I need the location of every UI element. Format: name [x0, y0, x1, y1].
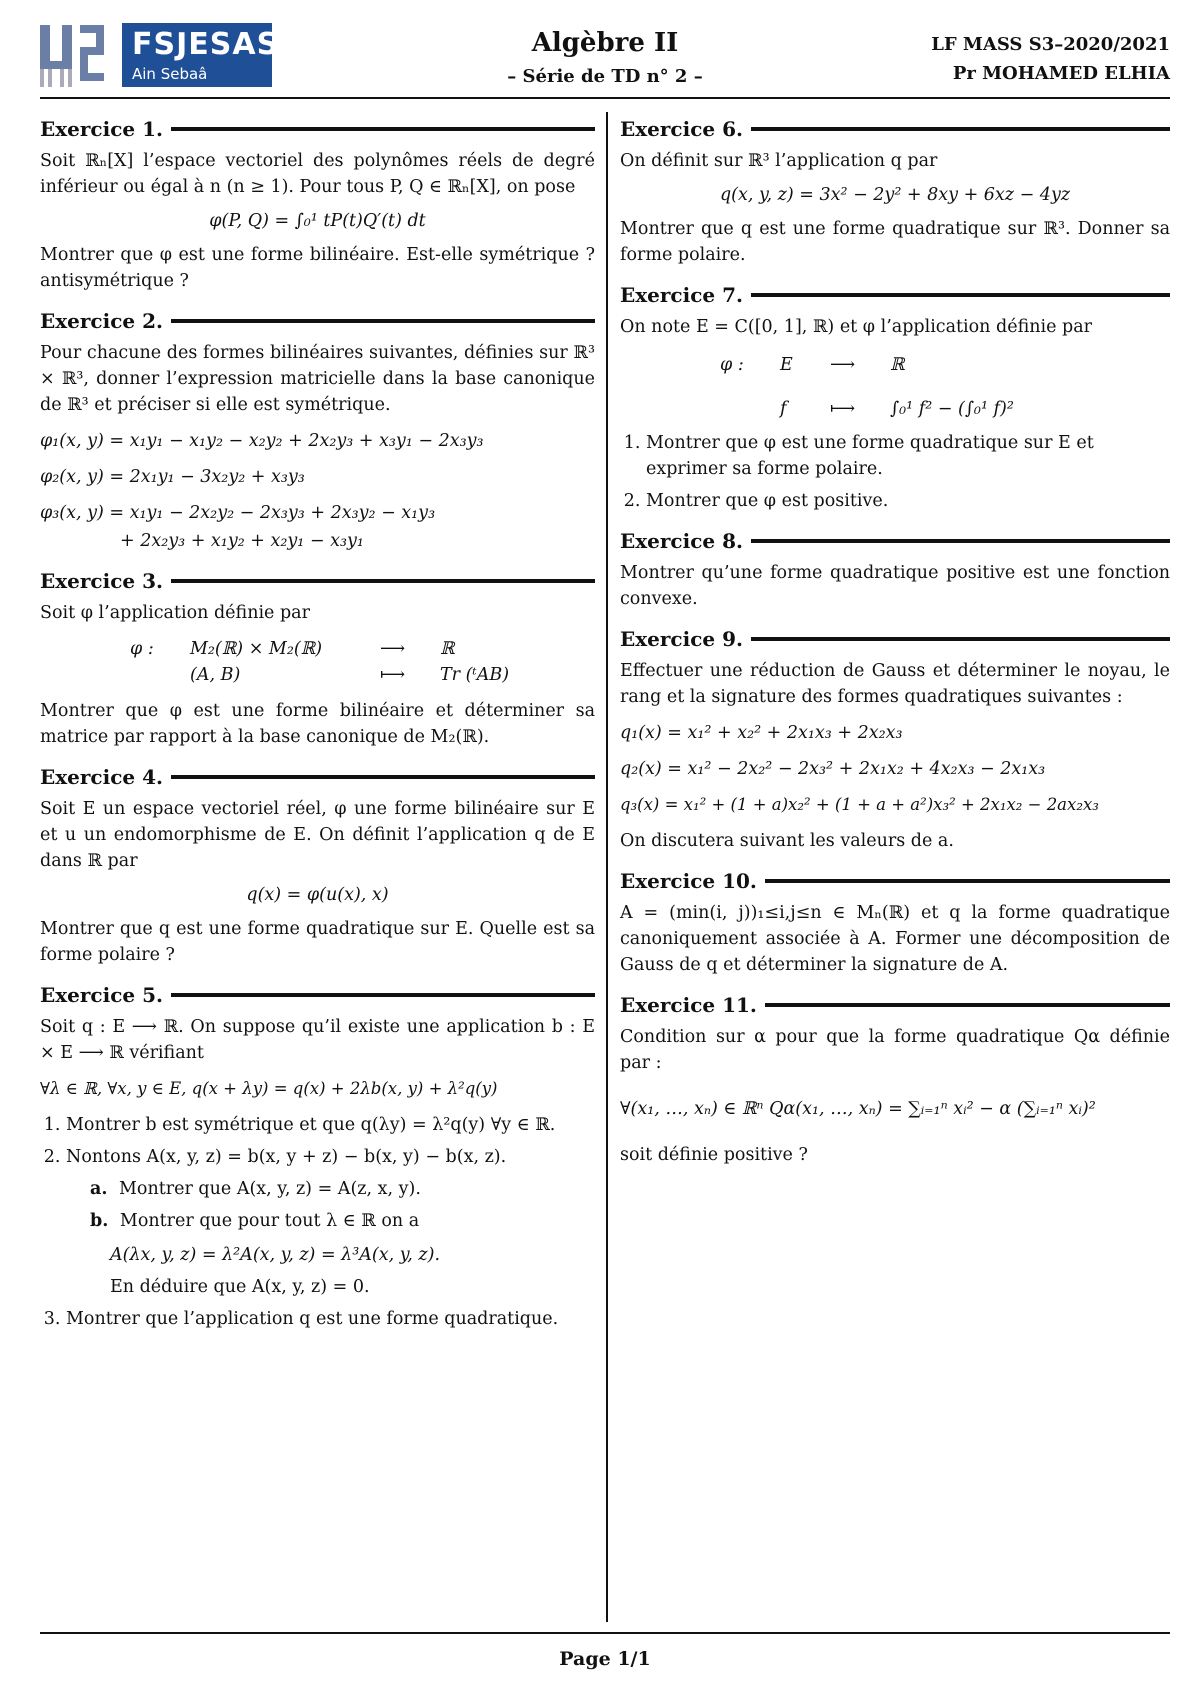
formula: φ₃(x, y) = x₁y₁ − 2x₂y₂ − 2x₃y₃ + 2x₃y₂ − x₁y₃ [40, 503, 436, 523]
mapping-definition [720, 352, 1170, 422]
exercise-text: Soit φ l’application définie par [40, 603, 310, 623]
question-text: Nontons A(x, y, z) = b(x, y + z) − b(x, y) − b(x, z). [66, 1147, 507, 1167]
list-item: 2. Montrer que φ est positive. [646, 488, 1170, 514]
map-codomain: ℝ [890, 355, 905, 375]
heading-rule [751, 127, 1170, 131]
map-to-arrow: ⟼ [380, 665, 406, 685]
formula: ∀λ ∈ ℝ, ∀x, y ∈ E, q(x + λy) = q(x) + 2λb(x, y) + λ²q(y) [40, 1079, 498, 1098]
column-divider [606, 112, 608, 1622]
exercise-4-heading [40, 764, 595, 790]
fsjes-logo [122, 23, 280, 87]
course-info [931, 34, 1170, 92]
exercise-text: Condition sur α pour que la forme quadratique Qα définie par : [620, 1027, 1170, 1073]
exercise-text: A = (min(i, j))₁≤i,j≤n ∈ Mₙ(ℝ) et q la forme quadratique canoniquement associée à A. Former une décomposition de Gauss de q et déterminer la signature de A. [620, 903, 1170, 975]
exercise-title: Exercice 11. [620, 993, 757, 1017]
logo-subtitle: Ain Sebaâ [132, 65, 208, 83]
question-list [620, 430, 1170, 514]
page-number: Page 1/1 [559, 1648, 651, 1670]
exercise-title: Exercice 3. [40, 569, 163, 593]
exercise-title: Exercice 1. [40, 117, 163, 141]
heading-rule [171, 127, 595, 131]
heading-rule [765, 1003, 1170, 1007]
formula: φ₂(x, y) = 2x₁y₁ − 3x₂y₂ + x₃y₃ [40, 467, 305, 487]
header-rule [40, 97, 1170, 99]
mapping-definition [130, 636, 595, 688]
map-name: φ : [130, 639, 154, 659]
item-label: a. [90, 1179, 108, 1199]
map-arrow: ⟶ [830, 355, 856, 375]
formula: q₃(x) = x₁² + (1 + a)x₂² + (1 + a + a²)x₃² + 2x₁x₂ − 2ax₂x₃ [620, 795, 1099, 814]
right-column [620, 116, 1170, 1174]
map-domain: M₂(ℝ) × M₂(ℝ) [190, 639, 323, 659]
heading-rule [171, 993, 595, 997]
logo-title: FSJESAS [132, 27, 280, 62]
item-conclusion: En déduire que A(x, y, z) = 0. [110, 1277, 370, 1297]
exercise-text: Soit ℝₙ[X] l’espace vectoriel des polynômes réels de degré inférieur ou égal à n (n ≥ 1). Pour tous P, Q ∈ ℝₙ[X], on pose [40, 151, 595, 197]
formula: ∀(x₁, …, xₙ) ∈ ℝⁿ Qα(x₁, …, xₙ) = ∑ᵢ₌₁ⁿ xᵢ² − α (∑ᵢ₌₁ⁿ xᵢ)² [620, 1099, 1096, 1119]
formula: φ₁(x, y) = x₁y₁ − x₁y₂ − x₂y₂ + 2x₂y₃ + x₃y₁ − 2x₃y₃ [40, 431, 484, 451]
formula: q(x) = φ(u(x), x) [246, 885, 389, 905]
list-item [90, 1176, 595, 1202]
document-title: Algèbre II [531, 28, 679, 58]
left-column [40, 116, 595, 1338]
exercise-text: Pour chacune des formes bilinéaires suivantes, définies sur ℝ³ × ℝ³, donner l’expression matricielle dans la base canonique de ℝ³ et préciser si elle est symétrique. [40, 343, 595, 415]
map-name: φ : [720, 355, 744, 375]
heading-rule [751, 539, 1170, 543]
exercise-text: On définit sur ℝ³ l’application q par [620, 151, 938, 171]
exercise-text: Effectuer une réduction de Gauss et déterminer le noyau, le rang et la signature des formes quadratiques suivantes : [620, 661, 1170, 707]
formula-continuation: + 2x₂y₃ + x₁y₂ + x₂y₁ − x₃y₁ [120, 531, 364, 551]
exercise-question: soit définie positive ? [620, 1145, 808, 1165]
map-arrow: ⟶ [380, 639, 406, 659]
formula: A(λx, y, z) = λ²A(x, y, z) = λ³A(x, y, z). [110, 1245, 441, 1265]
exercise-8-heading [620, 528, 1170, 554]
map-element: (A, B) [190, 665, 241, 685]
exercise-text: Soit q : E ⟶ ℝ. On suppose qu’il existe une application b : E × E ⟶ ℝ vérifiant [40, 1017, 595, 1063]
exercise-title: Exercice 10. [620, 869, 757, 893]
exercise-10-heading [620, 868, 1170, 894]
formula: φ(P, Q) = ∫₀¹ tP(t)Q′(t) dt [209, 211, 426, 231]
item-text: Montrer que A(x, y, z) = A(z, x, y). [119, 1179, 421, 1199]
exercise-title: Exercice 9. [620, 627, 743, 651]
uh2-logo-icon [40, 21, 110, 89]
exercise-9-heading [620, 626, 1170, 652]
list-item [66, 1144, 595, 1300]
document-subtitle: – Série de TD n° 2 – [507, 66, 703, 87]
formula: q(x, y, z) = 3x² − 2y² + 8xy + 6xz − 4yz [719, 185, 1071, 205]
heading-rule [171, 775, 595, 779]
exercise-title: Exercice 4. [40, 765, 163, 789]
map-to-arrow: ⟼ [830, 399, 856, 419]
heading-rule [751, 293, 1170, 297]
heading-rule [171, 319, 595, 323]
formula: q₂(x) = x₁² − 2x₂² − 2x₃² + 2x₁x₂ + 4x₂x₃ − 2x₁x₃ [620, 759, 1046, 779]
map-domain: E [780, 355, 793, 375]
exercise-title: Exercice 5. [40, 983, 163, 1007]
item-text: Montrer que pour tout λ ∈ ℝ on a [119, 1211, 420, 1231]
exercise-text: On note E = C([0, 1], ℝ) et φ l’application définie par [620, 317, 1093, 337]
exercise-title: Exercice 8. [620, 529, 743, 553]
formula: q₁(x) = x₁² + x₂² + 2x₁x₃ + 2x₂x₃ [620, 723, 903, 743]
exercise-question: Montrer que q est une forme quadratique sur ℝ³. Donner sa forme polaire. [620, 219, 1170, 265]
university-logo [40, 20, 280, 90]
exercise-question: Montrer que q est une forme quadratique sur E. Quelle est sa forme polaire ? [40, 919, 595, 965]
exercise-title: Exercice 7. [620, 283, 743, 307]
professor-name: Pr MOHAMED ELHIA [952, 63, 1170, 84]
exercise-3-heading [40, 568, 595, 594]
exercise-11-heading [620, 992, 1170, 1018]
exercise-5-heading [40, 982, 595, 1008]
map-codomain: ℝ [440, 639, 455, 659]
exercise-2-heading [40, 308, 595, 334]
list-item [90, 1208, 595, 1300]
exercise-text: Soit E un espace vectoriel réel, φ une forme bilinéaire sur E et u un endomorphisme de E. On définit l’application q de E dans ℝ par [40, 799, 595, 871]
exercise-question: Montrer que φ est une forme bilinéaire. Est-elle symétrique ? antisymétrique ? [40, 245, 595, 291]
heading-rule [751, 637, 1170, 641]
exercise-note: On discutera suivant les valeurs de a. [620, 831, 954, 851]
exercise-title: Exercice 2. [40, 309, 163, 333]
list-item: 3. Montrer que l’application q est une forme quadratique. [66, 1306, 595, 1332]
list-item: 1. Montrer que φ est une forme quadratique sur E et exprimer sa forme polaire. [646, 430, 1170, 482]
question-list [40, 1112, 595, 1332]
exercise-question: Montrer que φ est une forme bilinéaire et déterminer sa matrice par rapport à la base canonique de M₂(ℝ). [40, 701, 595, 747]
footer-rule [40, 1632, 1170, 1634]
sub-question-list [66, 1176, 595, 1300]
map-image: ∫₀¹ f² − (∫₀¹ f)² [890, 399, 1014, 419]
heading-rule [765, 879, 1170, 883]
course-label: LF MASS S3–2020/2021 [931, 34, 1170, 55]
map-element: f [780, 399, 787, 419]
exercise-6-heading [620, 116, 1170, 142]
page [40, 20, 1170, 1680]
map-image: Tr (ᵗAB) [440, 665, 510, 685]
exercise-title: Exercice 6. [620, 117, 743, 141]
exercise-text: Montrer qu’une forme quadratique positive est une fonction convexe. [620, 563, 1170, 609]
list-item: 1. Montrer b est symétrique et que q(λy) = λ²q(y) ∀y ∈ ℝ. [66, 1112, 595, 1138]
exercise-7-heading [620, 282, 1170, 308]
document-title-block [440, 28, 770, 87]
exercise-1-heading [40, 116, 595, 142]
item-label: b. [90, 1211, 109, 1231]
header [40, 20, 1170, 98]
heading-rule [171, 579, 595, 583]
